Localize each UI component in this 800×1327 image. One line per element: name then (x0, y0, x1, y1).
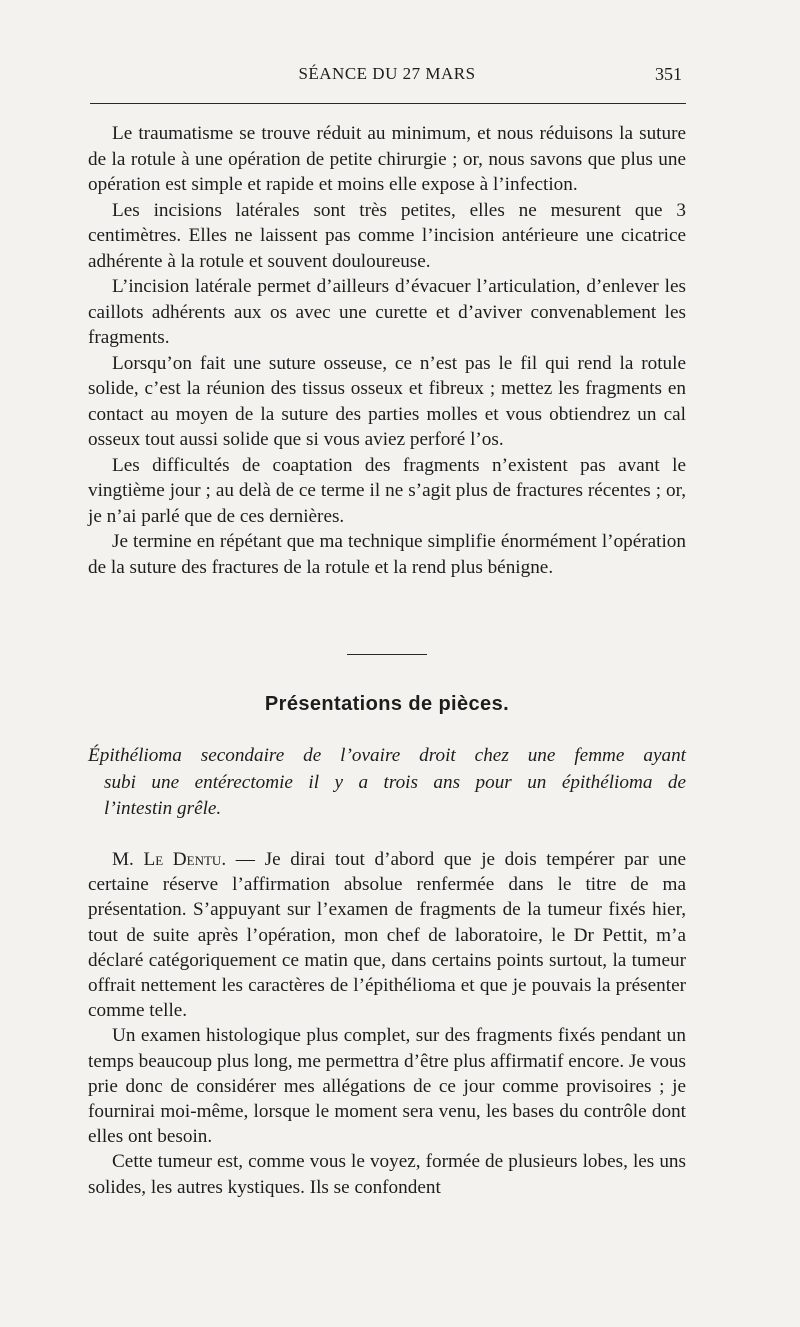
subtitle-line: l’intestin grêle. (104, 798, 222, 819)
paragraph: L’incision latérale permet d’ailleurs d’évacuer l’articulation, d’enlever les caillots adhérents aux os avec une curette et d’aviver convenablement les fragments. (88, 276, 686, 348)
page-number: 351 (655, 64, 682, 84)
speaker-name: M. Le Dentu. (112, 849, 227, 870)
paragraph-text: — Je dirai tout d’abord que je dois tempérer par une certaine réserve l’affirmation absolue renfermée dans le titre de ma présentation. S’appuyant sur l’examen de fragments de la tumeur fixés hier, tout de suite après l’opération, mon chef de laboratoire, le Dr Pettit, m’a déclaré catégoriquement ce matin que, dans certains points surtout, la tumeur offrait nettement les caractères de l’épithélioma et que je pouvais la présenter comme telle. (88, 849, 686, 1022)
paragraph: Les incisions latérales sont très petites, elles ne mesurent que 3 centimètres. Elles ne laissent pas comme l’incision antérieure une cicatrice adhérente à la rotule et souvent douloureuse. (88, 199, 686, 272)
paragraph: Le traumatisme se trouve réduit au minimum, et nous réduisons la suture de la rotule à une opération de petite chirurgie ; or, nous savons que plus une opération est simple et rapide et moins elle expose à l’infection. (88, 123, 686, 195)
surgery-discussion-text (88, 121, 686, 580)
section-title: Présentations de pièces. (264, 693, 510, 715)
paragraph (88, 847, 686, 1023)
paragraph: Lorsqu’on fait une suture osseuse, ce n’est pas le fil qui rend la rotule solide, c’est la réunion des tissus osseux et fibreux ; mettez les fragments en contact au moyen de la suture des parties molles et vous obtiendrez un cal osseux tout aussi solide que si vous aviez perforé l’os. (88, 352, 686, 450)
subtitle-line: subi une entérectomie il y a trois ans pour un épithélioma de (104, 771, 686, 793)
header-rule (90, 103, 686, 104)
section-divider (347, 654, 427, 655)
running-head: SÉANCE DU 27 MARS (298, 64, 476, 83)
paragraph: Les difficultés de coaptation des fragments n’existent pas avant le vingtième jour ; au delà de ce terme il ne s’agit plus de fractures récentes ; or, je n’ai parlé que de ces dernières. (88, 454, 686, 527)
paragraph: Je termine en répétant que ma technique simplifie énormément l’opération de la suture des fractures de la rotule et la rend plus bénigne. (88, 531, 686, 578)
paragraph: Un examen histologique plus complet, sur des fragments fixés pendant un temps beaucoup plus long, me permettra d’être plus affirmatif encore. Je vous prie donc de considérer mes allégations de ce jour comme provisoires ; je fournirai moi-même, lorsque le moment sera venu, les bases du contrôle dont elles ont besoin. (88, 1025, 686, 1148)
paragraph: Cette tumeur est, comme vous le voyez, formée de plusieurs lobes, les uns solides, les autres kystiques. Ils se confondent (88, 1151, 686, 1198)
page-header (88, 64, 686, 88)
subtitle-line: Épithélioma secondaire de l’ovaire droit chez une femme ayant (88, 745, 686, 766)
communication-text (88, 847, 686, 1200)
presentation-subtitle (88, 743, 686, 823)
